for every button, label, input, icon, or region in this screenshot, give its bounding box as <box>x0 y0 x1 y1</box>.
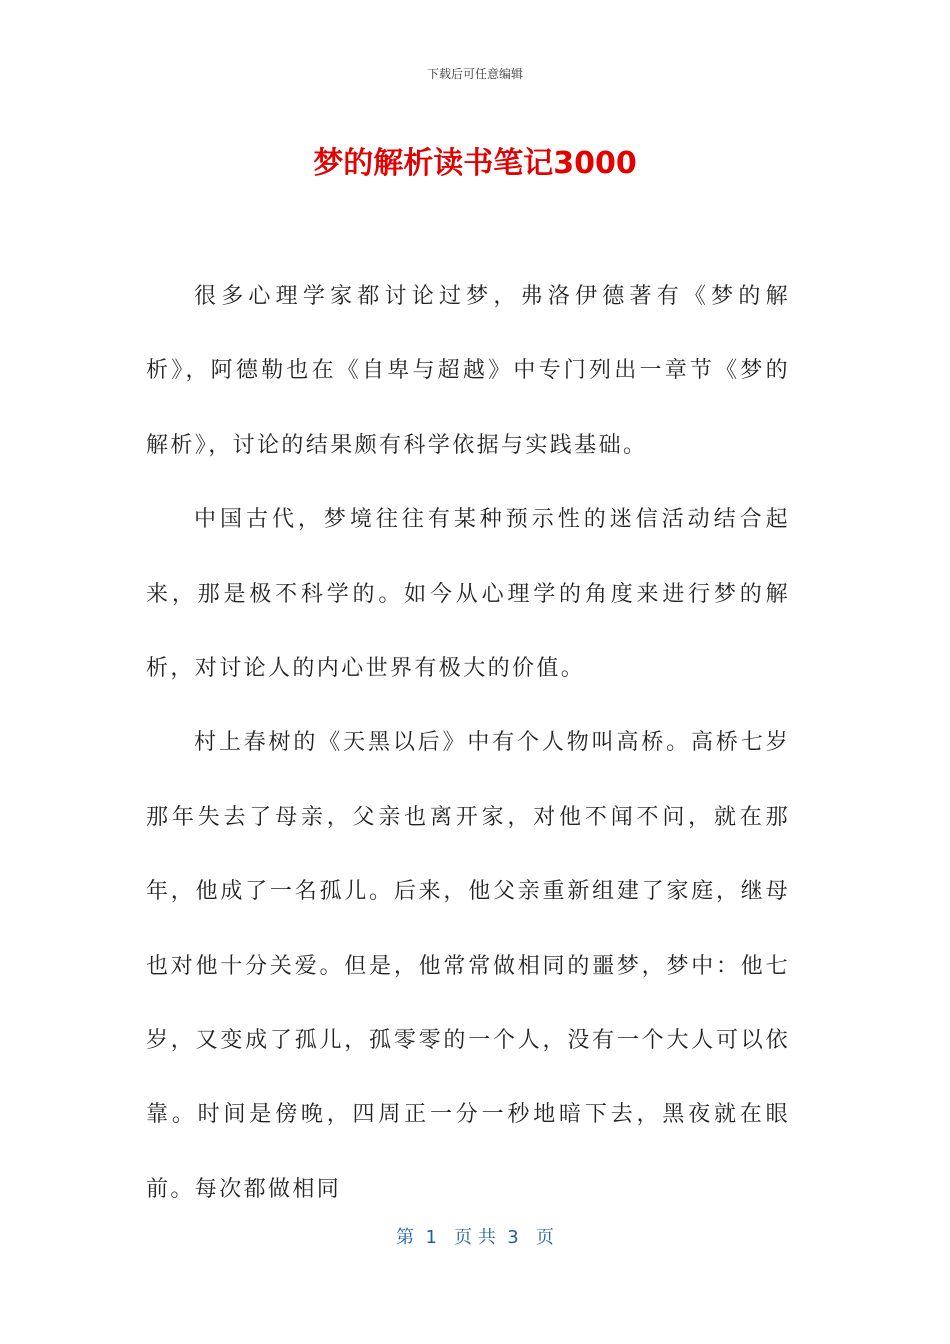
document-body <box>146 260 790 1227</box>
paragraph-1: 很多心理学家都讨论过梦，弗洛伊德著有《梦的解析》，阿德勒也在《自卑与超越》中专门列出一章节《梦的解析》，讨论的结果颇有科学依据与实践基础。 <box>146 284 790 458</box>
document-title: 梦的解析读书笔记3000 <box>313 146 637 181</box>
page-header-note: 下载后可任意编辑 <box>426 67 523 81</box>
paragraph-2: 中国古代，梦境往往有某种预示性的迷信活动结合起来，那是极不科学的。如今从心理学的角度来进行梦的解析，对讨论人的内心世界有极大的价值。 <box>146 507 790 682</box>
paragraph-3: 村上春树的《天黑以后》中有个人物叫高桥。高桥七岁那年失去了母亲，父亲也离开家，对他不闻不问，就在那年，他成了一名孤儿。后来，他父亲重新组建了家庭，继母也对他十分关爱。但是，他常常做相同的噩梦，梦中：他七岁，又变成了孤儿，孤零零的一个人，没有一个大人可以依靠。时间是傍晚，四周正一分一秒地暗下去，黑夜就在眼前。每次都做相同 <box>146 730 790 1202</box>
page-number-footer: 第 1 页 共 3 页 <box>396 1227 554 1248</box>
